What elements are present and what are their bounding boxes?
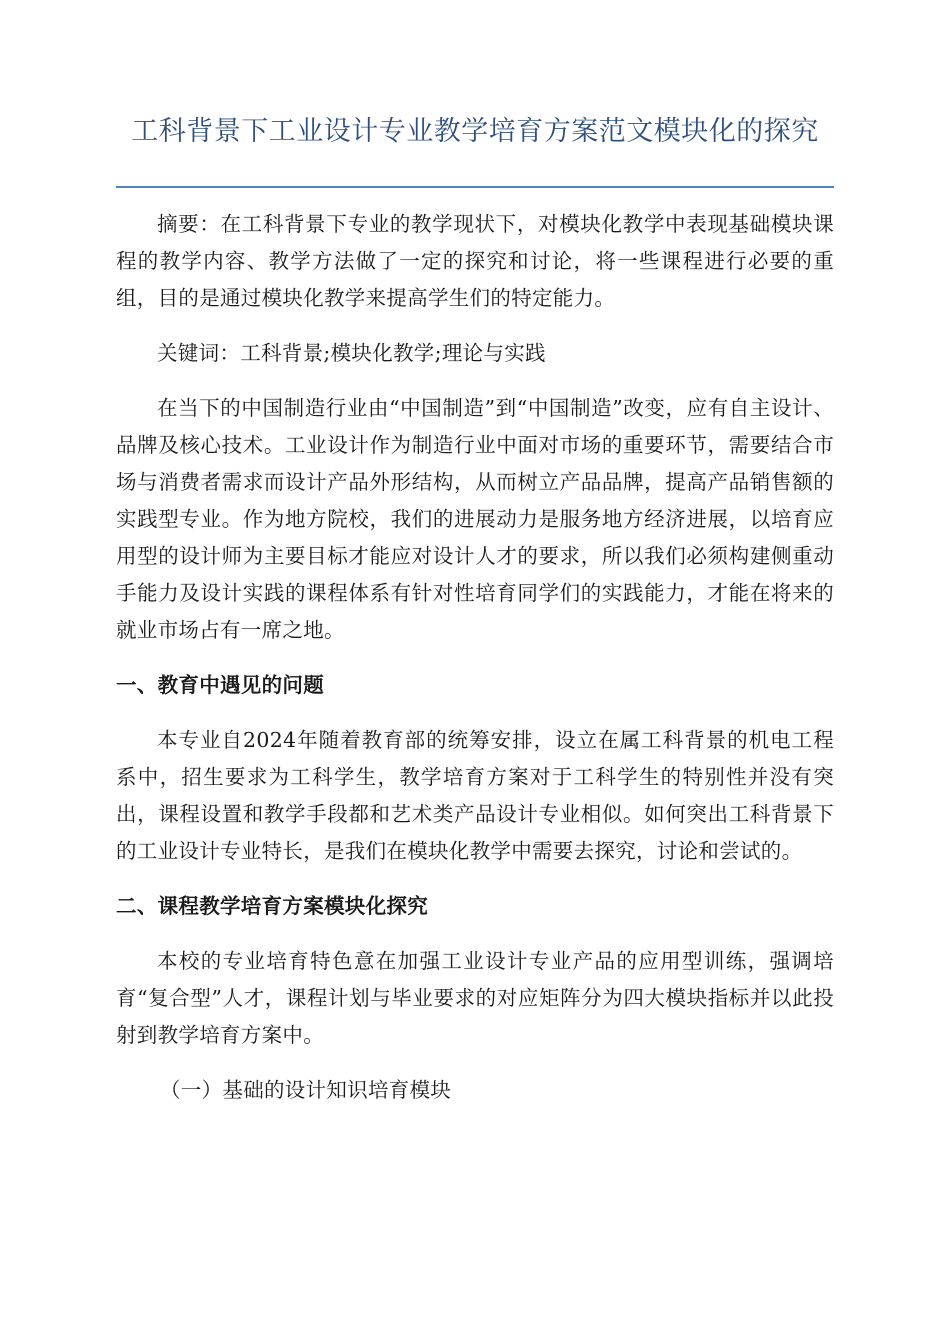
abstract-paragraph: 摘要：在工科背景下专业的教学现状下，对模块化教学中表现基础模块课程的教学内容、教学方法做了一定的探究和讨论，将一些课程进行必要的重组，目的是通过模块化教学来提高学生们的特定能力。 [116,212,834,310]
document-title: 工科背景下工业设计专业教学培育方案范文模块化的探究 [131,116,819,147]
keywords-paragraph: 关键词：工科背景;模块化教学;理论与实践 [157,341,546,365]
section-1-paragraph: 本专业自2024年随着教育部的统筹安排，设立在属工科背景的机电工程系中，招生要求为工科学生，教学培育方案对于工科学生的特别性并没有突出，课程设置和教学手段都和艺术类产品设计专业相似。如何突出工科背景下的工业设计专业特长，是我们在模块化教学中需要去探究，讨论和尝试的。 [116,728,834,863]
intro-paragraph: 在当下的中国制造行业由“中国制造”到“中国制造”改变，应有自主设计、品牌及核心技术。工业设计作为制造行业中面对市场的重要环节，需要结合市场与消费者需求而设计产品外形结构，从而树立产品品牌，提高产品销售额的实践型专业。作为地方院校，我们的进展动力是服务地方经济进展，以培育应用型的设计师为主要目标才能应对设计人才的要求，所以我们必须构建侧重动手能力及设计实践的课程体系有针对性培育同学们的实践能力，才能在将来的就业市场占有一席之地。 [116,396,834,642]
section-2-paragraph: 本校的专业培育特色意在加强工业设计专业产品的应用型训练，强调培育“复合型”人才，课程计划与毕业要求的对应矩阵分为四大模块指标并以此投射到教学培育方案中。 [116,949,834,1047]
section-2-heading: 二、课程教学培育方案模块化探究 [116,894,428,918]
title-underline [116,186,834,188]
section-2-subheading: （一）基础的设计知识培育模块 [160,1078,452,1102]
section-1-heading: 一、教育中遇见的问题 [116,673,324,697]
document-body [116,206,834,1109]
